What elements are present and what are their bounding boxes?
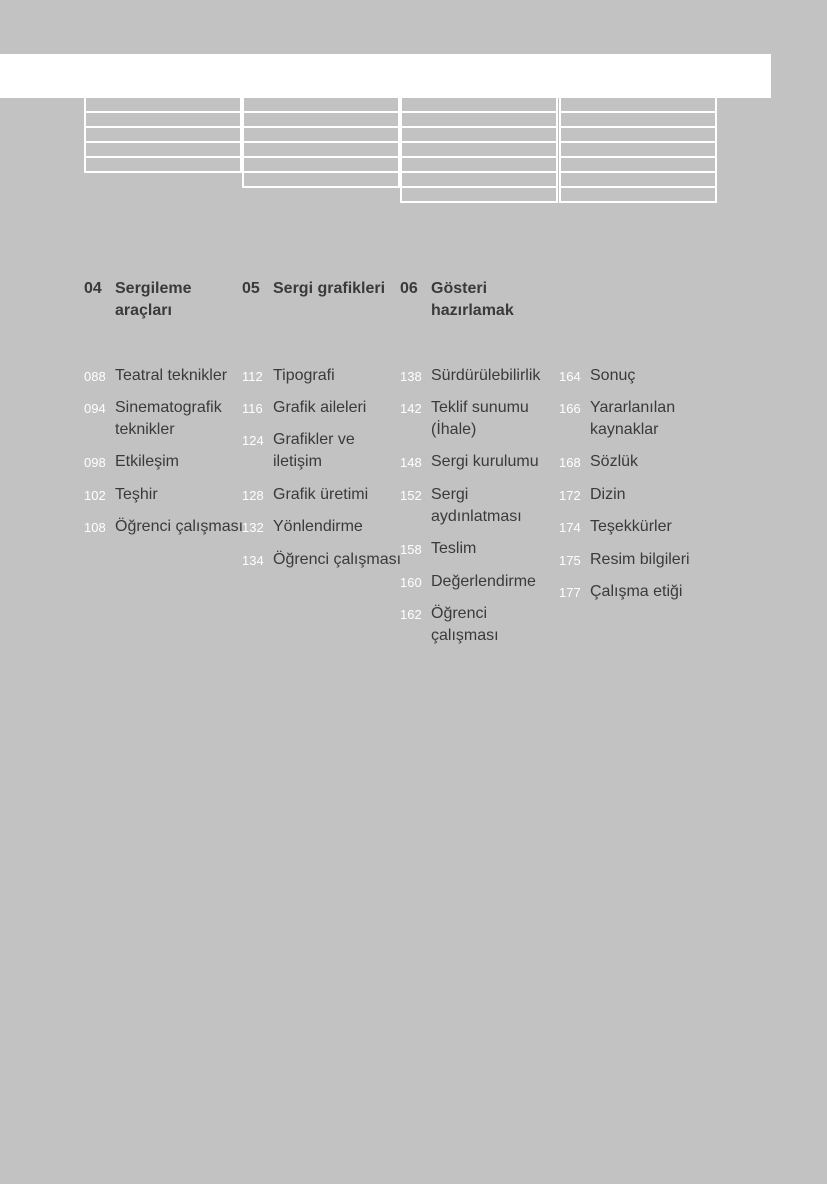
entry-label: Teşekkürler	[590, 518, 672, 535]
entry-label: Sergi aydınlatması	[431, 486, 522, 525]
entry-label: Yararlanılan kaynaklar	[590, 399, 676, 438]
entry-label: Öğrenci çalışması	[273, 551, 402, 568]
grid-row	[244, 158, 398, 173]
grid-row	[244, 173, 398, 188]
entry-label: Yönlendirme	[273, 518, 363, 535]
grid-row	[561, 173, 715, 188]
grid-row	[402, 173, 556, 188]
entry-label: Öğrenci çalışması	[431, 605, 499, 644]
entry-label: Grafik aileleri	[273, 399, 367, 416]
page-number: 108	[84, 520, 106, 535]
page-number: 094	[84, 401, 106, 416]
entry-label: Etkileşim	[115, 453, 180, 470]
entry-label: Dizin	[590, 486, 626, 503]
grid-row	[244, 113, 398, 128]
page-number: 112	[242, 369, 263, 384]
page-number: 158	[400, 542, 422, 557]
entry-label: Teslim	[431, 540, 477, 557]
entry-label: Teşhir	[115, 486, 158, 503]
grid-row	[86, 158, 240, 173]
section-number: 04	[84, 280, 102, 297]
grid-row	[86, 113, 240, 128]
page-number: 132	[242, 520, 264, 535]
grid-row	[402, 188, 556, 203]
grid-column-2	[242, 98, 400, 188]
grid-row	[402, 143, 556, 158]
page-number: 175	[559, 553, 581, 568]
page-number: 164	[559, 369, 581, 384]
grid-row	[561, 128, 715, 143]
page-number: 166	[559, 401, 581, 416]
grid-row	[244, 143, 398, 158]
page-number: 098	[84, 455, 106, 470]
entry-label: Sürdürülebilirlik	[431, 367, 541, 384]
entry-label: Sergi kurulumu	[431, 453, 539, 470]
top-white-band	[0, 54, 771, 98]
entry-label: Sonuç	[590, 367, 636, 384]
entry-label: Grafikler ve iletişim	[273, 431, 355, 470]
page-number: 088	[84, 369, 106, 384]
section-title: Sergi grafikleri	[273, 280, 386, 297]
grid-row	[244, 98, 398, 113]
page-number: 162	[400, 607, 422, 622]
grid-column-4	[559, 98, 717, 203]
page-number: 138	[400, 369, 422, 384]
grid-row	[561, 188, 715, 203]
section-title: Gösteri hazırlamak	[431, 280, 514, 319]
entry-label: Resim bilgileri	[590, 551, 690, 568]
page-number: 177	[559, 585, 581, 600]
section-number: 06	[400, 280, 418, 297]
grid-row	[86, 98, 240, 113]
entry-label: Sözlük	[590, 453, 639, 470]
page-number: 160	[400, 575, 422, 590]
page-number: 116	[242, 401, 263, 416]
grid-row	[561, 113, 715, 128]
grid-row	[402, 128, 556, 143]
grid-row	[244, 128, 398, 143]
grid-row	[402, 113, 556, 128]
page-number: 142	[400, 401, 422, 416]
grid-row	[561, 98, 715, 113]
grid-column-3	[400, 98, 558, 203]
entry-label: Teatral teknikler	[115, 367, 228, 384]
entry-label: Değerlendirme	[431, 573, 536, 590]
page-number: 174	[559, 520, 581, 535]
section-title: Sergileme araçları	[115, 280, 192, 319]
entry-label: Grafik üretimi	[273, 486, 369, 503]
page-number: 102	[84, 488, 106, 503]
section-number: 05	[242, 280, 260, 297]
grid-column-1	[84, 98, 242, 173]
page-number: 152	[400, 488, 422, 503]
grid-row	[86, 128, 240, 143]
entry-label: Teklif sunumu (İhale)	[431, 399, 529, 438]
entry-label: Tipografi	[273, 367, 335, 384]
grid-row	[402, 158, 556, 173]
page-number: 172	[559, 488, 581, 503]
grid-row	[402, 98, 556, 113]
page-number: 124	[242, 433, 264, 448]
grid-row	[561, 158, 715, 173]
entry-label: Çalışma etiği	[590, 583, 683, 600]
grid-row	[561, 143, 715, 158]
entry-label: Sinematografik teknikler	[115, 399, 222, 438]
page-number: 128	[242, 488, 264, 503]
page-number: 168	[559, 455, 581, 470]
page-number: 134	[242, 553, 264, 568]
page-number: 148	[400, 455, 422, 470]
entry-label: Öğrenci çalışması	[115, 518, 244, 535]
grid-row	[86, 143, 240, 158]
